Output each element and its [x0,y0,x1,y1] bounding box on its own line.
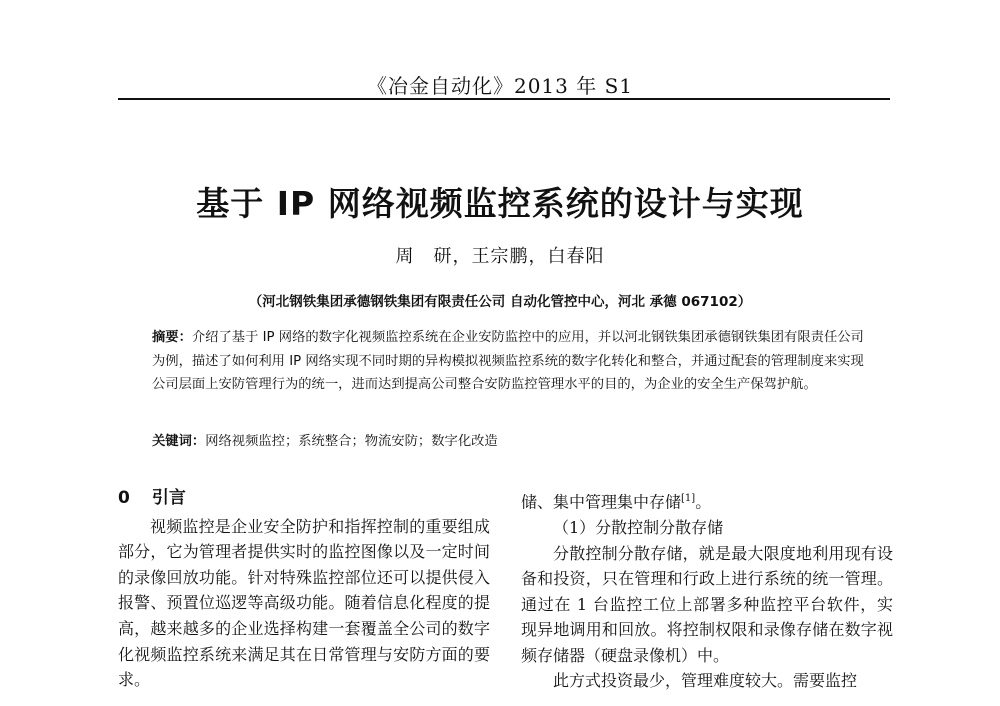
section-title: 引言 [151,488,186,508]
header-rule [118,98,890,100]
keywords [152,432,868,452]
running-head: 《冶金自动化》2013 年 S1 [366,74,634,98]
left-column [118,486,490,693]
intro-paragraph: 视频监控是企业安全防护和指挥控制的重要组成部分，它为管理者提供实时的监控图像以及一定时间的录像回放功能。针对特殊监控部位还可以提供侵入报警、预置位巡逻等高级功能。随着信息化程度的提高，越来越多的企业选择构建一套覆盖全公司的数字化视频监控系统来满足其在日常管理与安防方面的要求。 [118,516,490,690]
citation-ref: [1] [681,493,696,504]
abstract [152,326,868,397]
author-list: 周 研，王宗鹏，白春阳 [395,246,605,267]
subsection-heading: （1）分散控制分散存储 [553,517,724,537]
body-paragraph-1: 分散控制分散存储，就是最大限度地利用现有设备和投资，只在管理和行政上进行系统的统一管理。通过在 1 台监控工位上部署多种监控平台软件，实现异地调用和回放。将控制权限和录像存储在数字视频存储器（硬盘录像机）中。 [521,543,893,665]
continuation-text [521,486,893,515]
abstract-text: 介绍了基于 IP 网络的数字化视频监控系统在企业安防监控中的应用，并以河北钢铁集团承德钢铁集团有限责任公司为例，描述了如何利用 IP 网络实现不同时期的异构模拟视频监控系统的数字化转化和整合，并通过配套的管理制度来实现公司层面上安防管理行为的统一，进而达到提高公司整合安防监控管理水平的目的，为企业的安全生产保驾护航。 [152,330,864,392]
right-column [521,486,893,694]
section-number: 0 [118,488,130,508]
continuation-body: 储、集中管理集中存储 [521,492,682,512]
body-paragraph-2: 此方式投资最少，管理难度较大。需要监控 [553,671,858,691]
article-title: 基于 IP 网络视频监控系统的设计与实现 [196,184,804,223]
continuation-end: 。 [695,492,712,512]
keywords-text: 网络视频监控；系统整合；物流安防；数字化改造 [205,434,498,449]
abstract-label: 摘要： [152,330,192,345]
section-heading [118,486,490,512]
affiliation: （河北钢铁集团承德钢铁集团有限责任公司 自动化管控中心，河北 承德 067102） [248,294,752,310]
keywords-label: 关键词： [152,434,206,449]
